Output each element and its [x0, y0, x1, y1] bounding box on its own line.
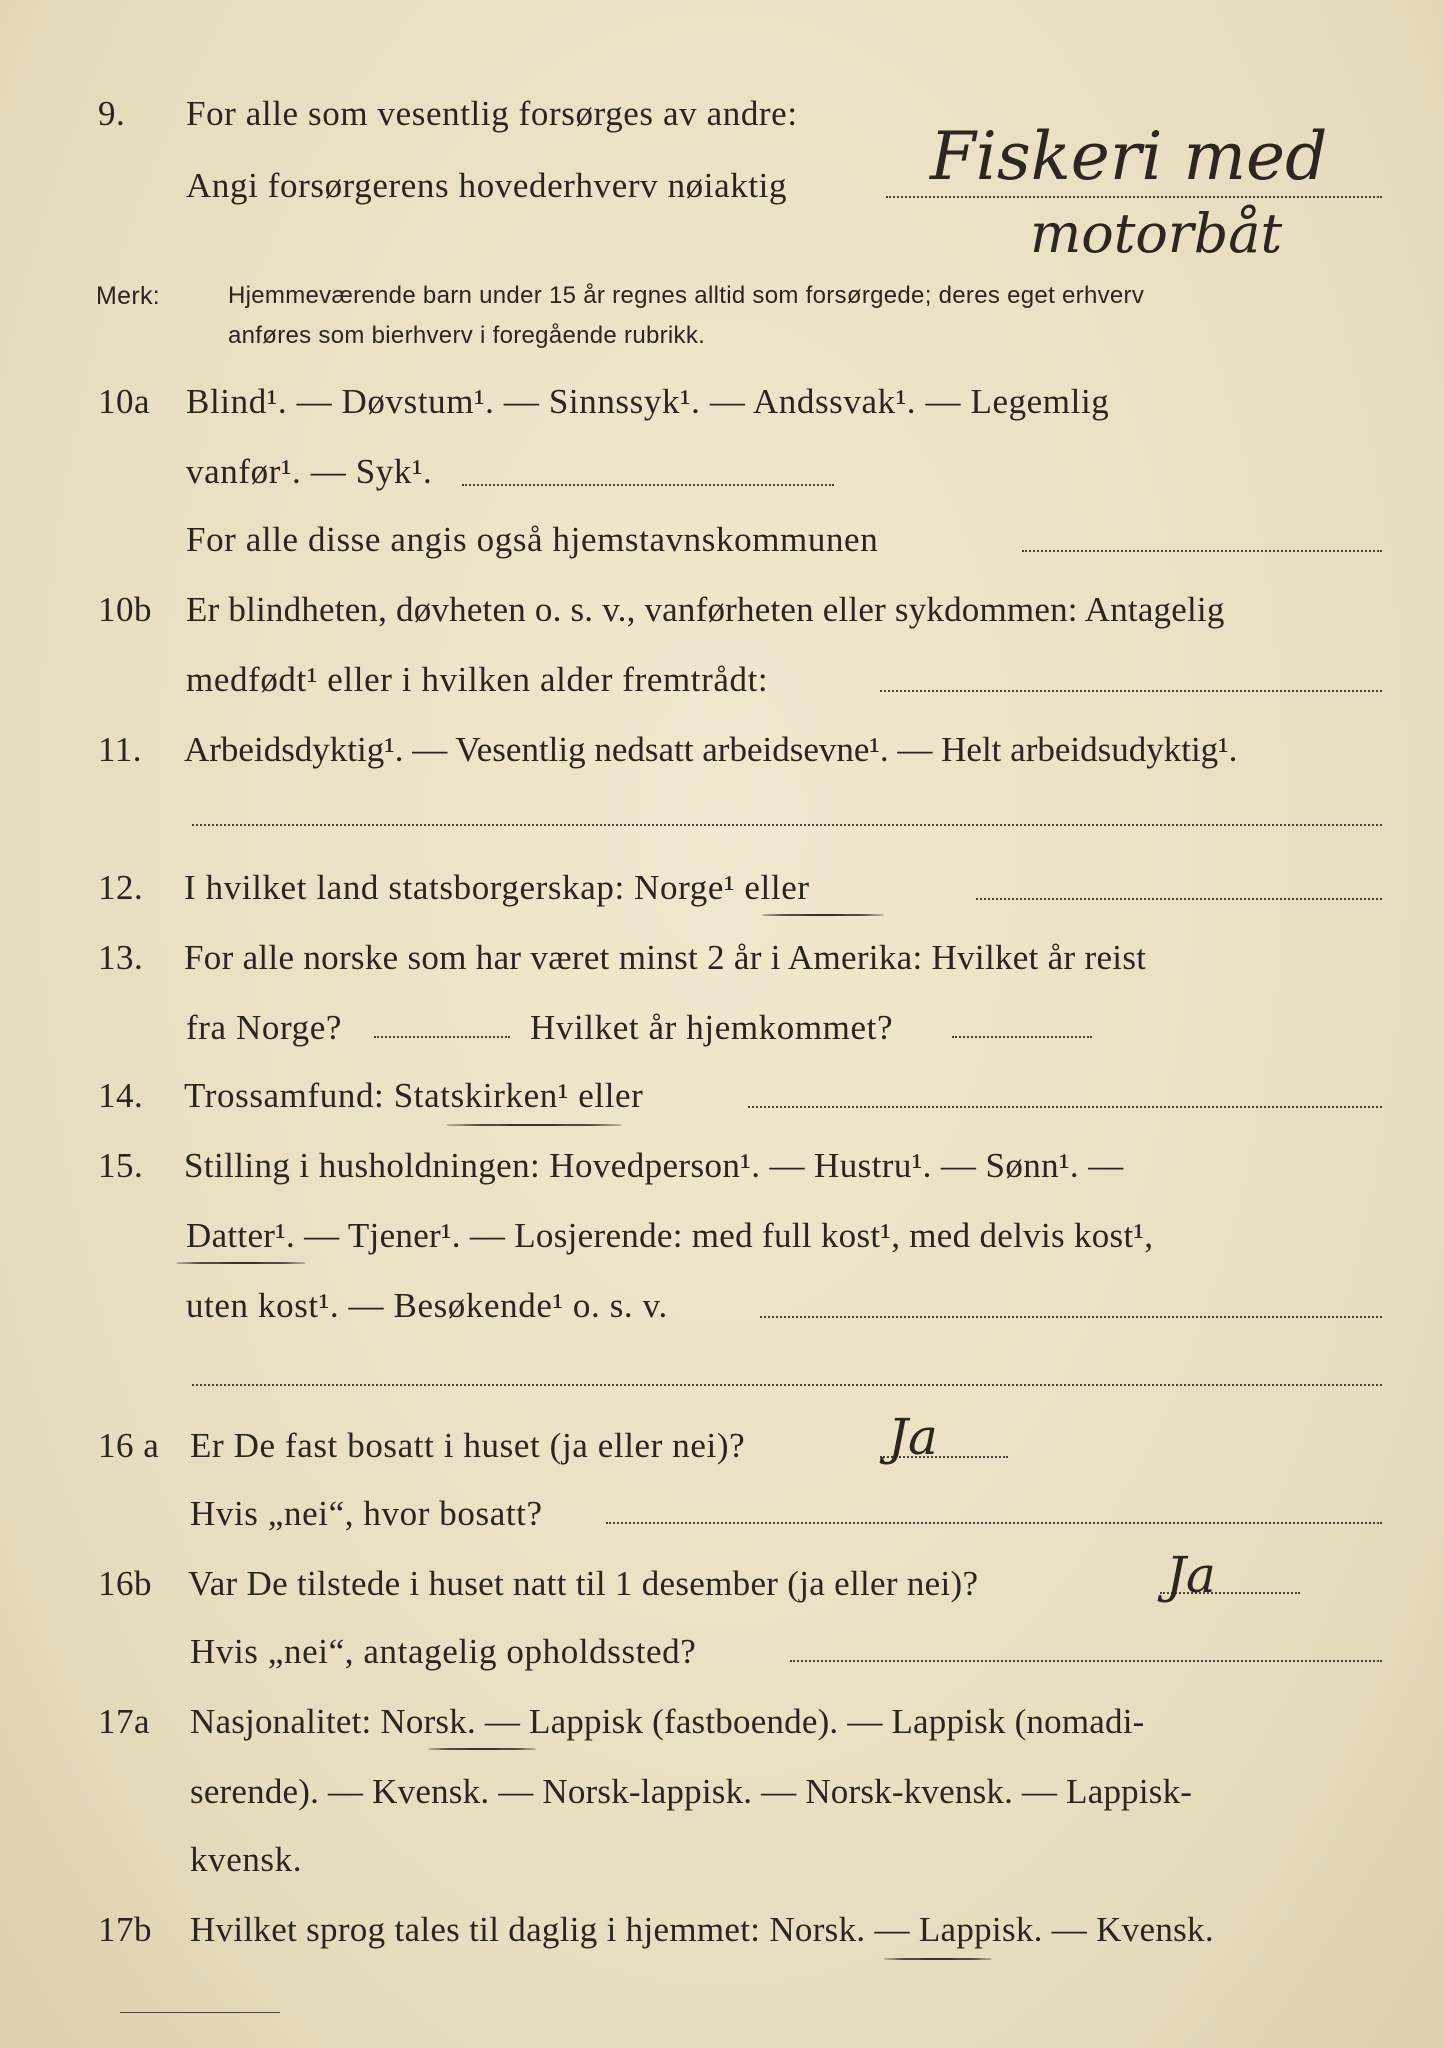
q10b-text-line1: Er blindheten, døvheten o. s. v., vanførheten eller sykdommen: Antagelig	[186, 590, 1225, 629]
q10a-text-line3: For alle disse angis også hjemstavnskommunen	[186, 520, 879, 559]
q16a-handwritten-answer: Ja	[888, 1408, 938, 1466]
q10b-dotted-line	[880, 690, 1382, 692]
q16b-handwritten-answer: Ja	[1166, 1546, 1216, 1604]
q12-norge-underline	[762, 914, 884, 916]
merk-label: Merk:	[96, 282, 160, 310]
q13-text-line1: For alle norske som har været minst 2 år i Amerika: Hvilket år reist	[184, 938, 1147, 977]
merk-line1: Hjemmeværende barn under 15 år regnes alltid som forsørgede; deres eget erhverv	[228, 282, 1145, 309]
q13-text-line2b: Hvilket år hjemkommet?	[530, 1008, 894, 1047]
q15-dotted-line2	[192, 1384, 1382, 1386]
q16b-text-line1: Var De tilstede i huset natt til 1 desember (ja eller nei)?	[188, 1564, 979, 1603]
q10b-number: 10b	[98, 590, 152, 629]
q9-number: 9.	[98, 94, 126, 133]
q9-handwritten-answer2: motorbåt	[1030, 202, 1283, 265]
q13-dotted-line1	[374, 1036, 510, 1038]
q10a-dotted-line2	[1022, 550, 1382, 552]
q10b-text-line2: medfødt¹ eller i hvilken alder fremtrådt:	[186, 660, 769, 699]
q17a-text-line2: serende). — Kvensk. — Norsk-lappisk. — Norsk-kvensk. — Lappisk-	[190, 1772, 1193, 1811]
q14-statskirken-underline	[446, 1124, 622, 1126]
q14-dotted-line	[748, 1106, 1382, 1108]
merk-line2: anføres som bierhverv i foregående rubrikk.	[228, 322, 706, 349]
q14-number: 14.	[98, 1076, 144, 1115]
q15-dotted-line1	[760, 1316, 1382, 1318]
q14-text-line1: Trossamfund: Statskirken¹ eller	[184, 1076, 644, 1115]
q9-answer-dotted-line	[886, 196, 1382, 198]
q17a-text-line3: kvensk.	[190, 1840, 303, 1879]
q12-number: 12.	[98, 868, 144, 907]
q17b-text-line1: Hvilket sprog tales til daglig i hjemmet: Norsk. — Lappisk. — Kvensk.	[190, 1910, 1214, 1949]
q11-dotted-line	[192, 824, 1382, 826]
q16a-text-line2: Hvis „nei“, hvor bosatt?	[190, 1494, 543, 1533]
q17a-number: 17a	[98, 1702, 151, 1741]
q17a-norsk-underline	[428, 1748, 536, 1750]
q15-number: 15.	[98, 1146, 144, 1185]
q17b-norsk-underline	[884, 1958, 992, 1960]
q10a-text-line1: Blind¹. — Døvstum¹. — Sinnssyk¹. — Andssvak¹. — Legemlig	[186, 382, 1110, 421]
q17a-text-line1: Nasjonalitet: Norsk. — Lappisk (fastboende). — Lappisk (nomadi-	[190, 1702, 1145, 1741]
q9-text-line2: Angi forsørgerens hovederhverv nøiaktig	[186, 166, 788, 205]
q15-text-line3: uten kost¹. — Besøkende¹ o. s. v.	[186, 1286, 668, 1325]
q10a-text-line2: vanfør¹. — Syk¹.	[186, 452, 433, 491]
q16b-text-line2: Hvis „nei“, antagelig opholdssted?	[190, 1632, 697, 1671]
q16b-number: 16b	[98, 1564, 152, 1603]
q13-text-line2a: fra Norge?	[186, 1008, 342, 1047]
q10a-dotted-line1	[462, 484, 834, 486]
q10a-number: 10a	[98, 382, 151, 421]
q12-dotted-line	[976, 898, 1382, 900]
q11-text-line1: Arbeidsdyktig¹. — Vesentlig nedsatt arbeidsevne¹. — Helt arbeidsudyktig¹.	[184, 730, 1238, 769]
q15-datter-underline	[176, 1262, 306, 1264]
footnote-rule	[120, 2012, 280, 2013]
q15-text-line2: Datter¹. — Tjener¹. — Losjerende: med full kost¹, med delvis kost¹,	[186, 1216, 1154, 1255]
q9-handwritten-answer1: Fiskeri med	[930, 118, 1328, 195]
q16a-dotted-line2	[606, 1522, 1382, 1524]
q15-text-line1: Stilling i husholdningen: Hovedperson¹. — Hustru¹. — Sønn¹. —	[184, 1146, 1124, 1185]
q13-number: 13.	[98, 938, 144, 977]
q13-dotted-line2	[952, 1036, 1092, 1038]
q9-text-line1: For alle som vesentlig forsørges av andre:	[186, 94, 798, 133]
q16b-dotted-line2	[790, 1660, 1382, 1662]
q16a-text-line1: Er De fast bosatt i huset (ja eller nei)?	[190, 1426, 746, 1465]
q17b-number: 17b	[98, 1910, 152, 1949]
q12-text-line1: I hvilket land statsborgerskap: Norge¹ eller	[184, 868, 810, 907]
q16a-number: 16 a	[98, 1426, 160, 1465]
q11-number: 11.	[98, 730, 142, 769]
